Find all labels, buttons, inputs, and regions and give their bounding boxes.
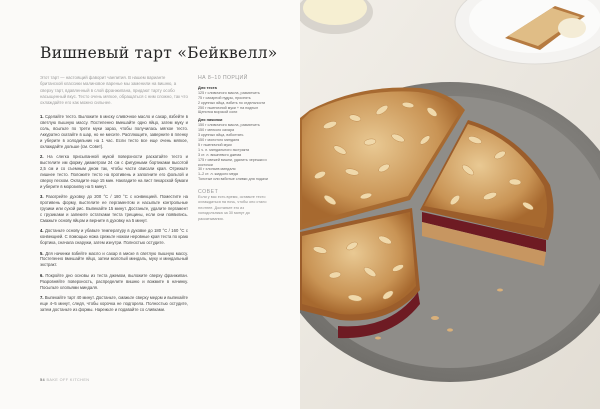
step-text: Достаньте основу и убавьте температуру в духовке до 180 °C / 160 °C с конвекцией. С помощью ножа срежьте ножом неровные края теста по краю бортика, сначала снаружи, затем изнутри. Полностью остудите. (40, 228, 188, 245)
ingredient-item: 250 г пшеничной муки + на подпыл (198, 105, 259, 110)
ingredient-item: 150 г сливочного масла, размягчить (198, 123, 260, 128)
ingredient-item: 2 крупных яйца, взбить по отдельности (198, 100, 266, 105)
page-number: 54 (40, 378, 46, 382)
method-step-7 (40, 295, 188, 313)
method-steps (40, 114, 188, 317)
dough-heading: Для теста (198, 84, 217, 90)
step-text: Для начинки взбейте масло и сахар в миске в светлую пышную массу. Постепенно вмешайте яйцо, затем молотый миндаль, муку и миндальный экстракт. (40, 250, 188, 268)
ingredient-item: Толстые или взбитые сливки для подачи (198, 177, 268, 182)
step-text: Разогрейте духовку до 200 °C / 180 °C с конвекцией. Поместите на противень форму, выстелите ее пергаментом и насыпьте контрольные грузики или сухой рис. Выпекайте 15 минут. Достаньте, удалите пергамент с грузиками и запеките остатками теста трещины, если они появились. Смажьте основу яйцом и верните в духовку на 5 минут. (40, 194, 188, 223)
servings-label: НА 8–10 ПОРЦИЙ (198, 75, 248, 81)
step-text: Покройте дно основы из теста джемом, выложите сверху франжипан. Разровняйте поверхность, распределите вишню и вожмите в начинку. Посыпьте хлопьями миндаля. (40, 272, 188, 290)
footer-label: BAKE OFF KITCHEN (46, 378, 90, 382)
tart-photo (300, 0, 600, 409)
step-number: 3. (40, 194, 44, 200)
method-step-4 (40, 228, 188, 246)
ingredient-item: 3 крупных яйца, взболтать (198, 133, 244, 138)
filling-heading: Для начинки (198, 117, 223, 123)
step-number: 7. (40, 295, 44, 301)
page-title: Вишневый тарт «Бейквелл» (40, 44, 278, 62)
method-step-1 (40, 114, 188, 149)
step-number: 4. (40, 228, 44, 234)
ingredient-item: 1 ч. л. миндального экстракта (198, 147, 250, 152)
ingredient-item: 125 г сливочного масла, размягчить (198, 90, 260, 95)
tip-text: Если у вас есть время, оставьте тесто охлаждаться на ночь, чтобы оно стало плотнее. Достаньте его из холодильника за 30 минут до раскатывания. (198, 195, 267, 221)
ingredient-item: 75 г сахарной пудры, просеять (198, 95, 251, 100)
step-number: 1. (40, 114, 44, 119)
method-step-2 (40, 154, 188, 189)
step-number: 6. (40, 272, 44, 278)
step-number: 2. (40, 154, 44, 160)
method-step-5 (40, 251, 188, 269)
ingredient-item: 1–2 ст. л. жидкого меда (198, 172, 238, 177)
step-number: 5. (40, 250, 44, 256)
step-text: Сделайте тесто. Выложите в миску сливочное масло и сахар, взбейте в светлую пышную массу. Постепенно вмешайте одно яйцо, затем муку и соль, всыпьте по трети муки зараз, чтобы получилась мягкое тесто. Аккуратно скатайте в шар, но не месите. Расплющите, заверните в пленку и уберите в холодильник на 1 час. Если тесто все еще очень мягкое, охлаждайте дольше (см. Совет). (40, 114, 188, 149)
ingredient-item: 150 г молотого миндаля (198, 137, 240, 142)
method-step-3 (40, 194, 188, 224)
ingredient-item: Щепотка морской соли (198, 110, 238, 115)
ingredient-item: 30 г хлопьев миндаля (198, 167, 236, 172)
step-text: На слегка присыпанной мукой поверхности раскатайте тесто и выстелите им форму диаметром 24 см с фигурными бортиками высотой 2,5 см и со съемным дном так, чтобы части свисали края. Отрежьте лишнее тесто. Положите тесто на противень и заполните его фольгой и сверху песком. Охладите еще 15 мин. Накладите на лист пекарской бумаги и уберите в морозилку на 5 минут. (40, 154, 189, 189)
ingredient-item: 175 г свежей вишни, удалить черешки и косточки (198, 157, 267, 167)
tip-title: СОВЕТ (198, 189, 219, 196)
method-step-6 (40, 273, 188, 291)
ingredient-item: 3 ст. л. вишневого джема (198, 152, 242, 157)
ingredients-column (198, 76, 268, 222)
page-footer (40, 378, 89, 382)
step-text: Выпекайте тарт 40 минут. Достаньте, смажьте сверху медом и выпекайте еще 4–5 минут, следя, чтобы корочка не подгорела. Полностью остудите, затем достаньте из формы. Нарежьте и подавайте со сливками. (40, 295, 189, 312)
intro-text: Этот тарт — настоящий фаворит чаепития. В нашем варианте британской классики малиновое варенье мы заменили на вишню, а сверху тарт, вдавленный в слой франжипана, придают тарту особо насыщенный вкус. Тесто очень мягкое, обращаться с ним сложно, так что охлаждайте его как можно сильнее. (40, 75, 188, 106)
ingredient-item: 5 г пшеничной муки (198, 142, 232, 147)
ingredient-item: 150 г мелкого сахара (198, 128, 235, 133)
